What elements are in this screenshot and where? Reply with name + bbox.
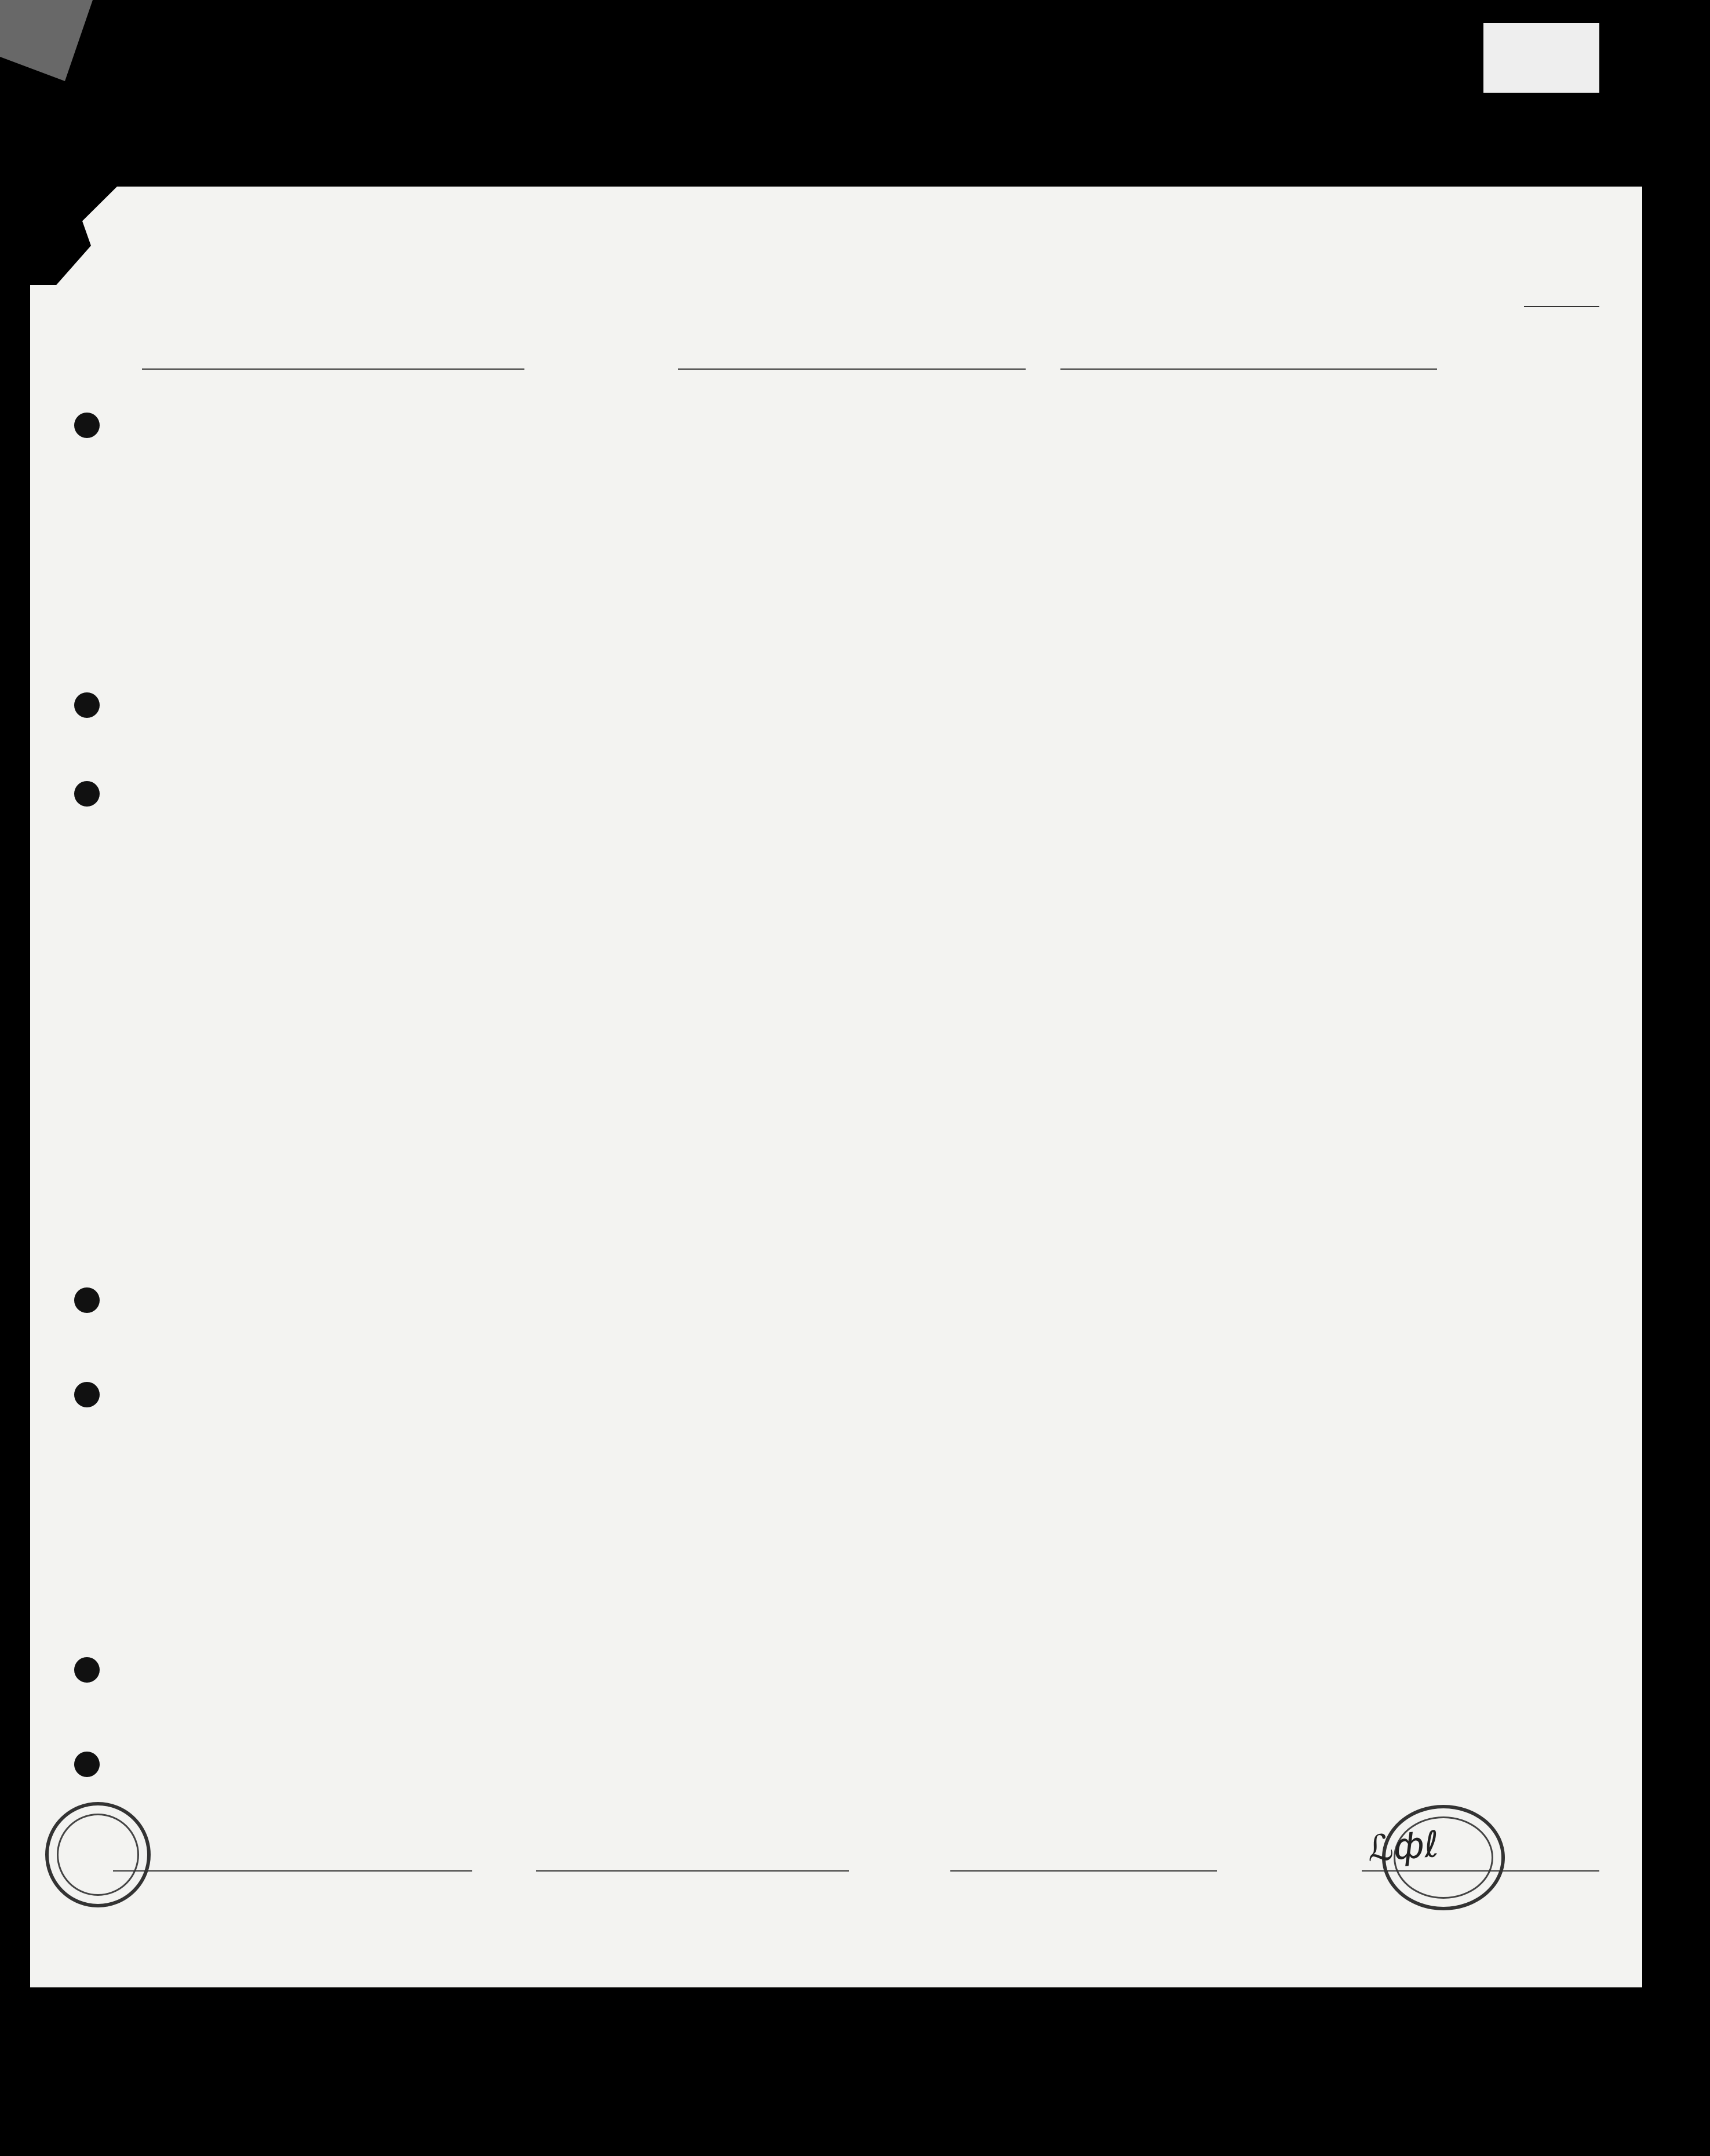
- punch-hole: [74, 1287, 100, 1313]
- sheet-underline: [1524, 306, 1599, 307]
- punch-hole: [74, 692, 100, 718]
- port-stamp: [45, 1802, 151, 1907]
- owners-underline: [536, 1870, 849, 1872]
- agents-underline: [950, 1870, 1217, 1872]
- punch-hole: [74, 1752, 100, 1777]
- vessel-underline: [142, 369, 524, 370]
- paper-scrap: [1483, 23, 1599, 93]
- punch-hole: [74, 1657, 100, 1683]
- manifest-sheet: [30, 187, 1642, 1987]
- line-underline: [113, 1870, 472, 1872]
- port-underline: [678, 369, 1026, 370]
- officer-underline: [1362, 1870, 1599, 1872]
- corner-scrap: [0, 0, 93, 81]
- punch-hole: [74, 781, 100, 807]
- punch-hole: [74, 413, 100, 438]
- arriving-underline: [1060, 369, 1437, 370]
- officer-signature: ℒфℓ: [1366, 1822, 1441, 1870]
- punch-hole: [74, 1382, 100, 1407]
